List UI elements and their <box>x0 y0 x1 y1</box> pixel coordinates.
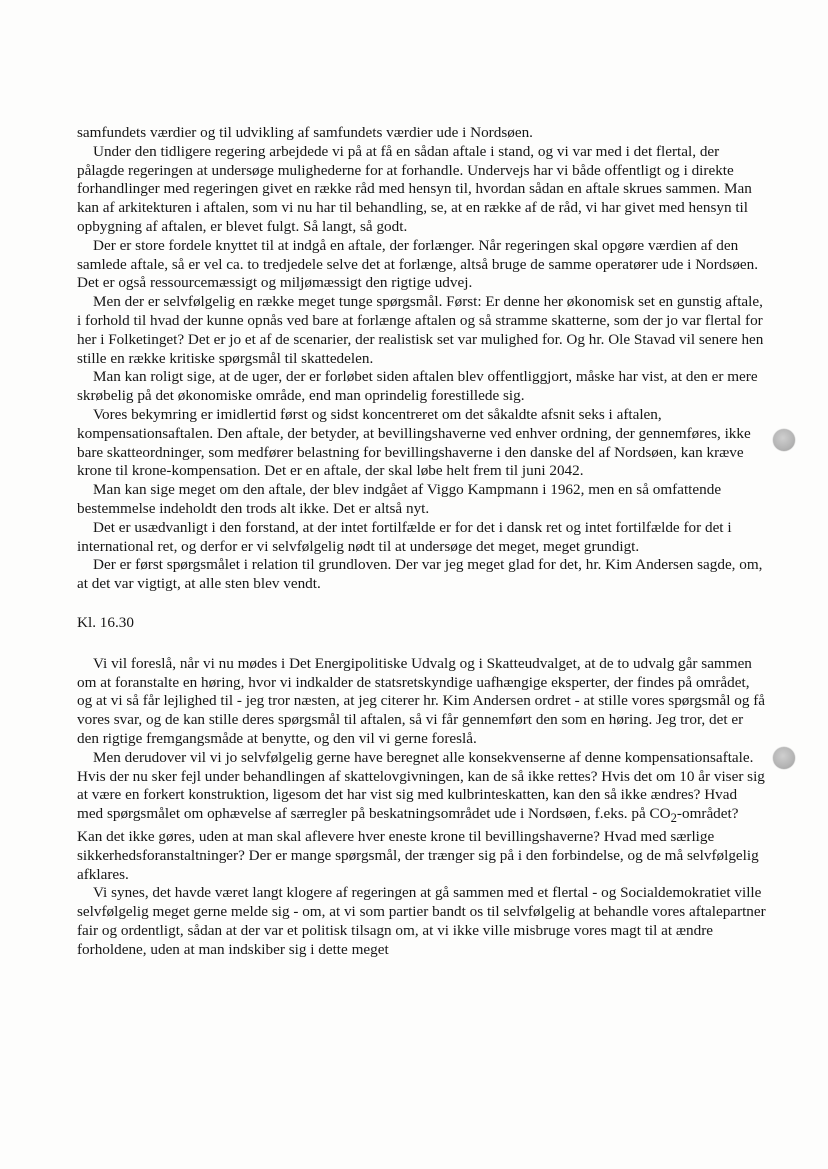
paragraph-1: samfundets værdier og til udvikling af samfundets værdier ude i Nordsøen. <box>77 124 533 141</box>
document-page <box>77 124 767 960</box>
paragraph-7: Man kan sige meget om den aftale, der blev indgået af Viggo Kampmann i 1962, men en så omfattende bestemmelse indeholdt den trods alt ikke. Det er altså nyt. <box>77 481 722 517</box>
paragraph-11-part-a: Men derudover vil vi jo selvfølgelig gerne have beregnet alle konsekvenserne af denne kompensationsaftale. Hvis der nu sker fejl under behandlingen af skattelovgivningen, kan de så ikke rettes? Hvis det om 10 år viser sig at være en forkert konstruktion, ligesom det har vist sig med kulbrinteskatten, kan den så ikke ændres? Hvad med spørgsmålet om ophævelse af særregler på beskatningsområdet ude i Nordsøen, f.eks. på CO <box>77 748 765 823</box>
paragraph-11 <box>77 749 767 885</box>
punch-hole-top <box>773 429 795 451</box>
paragraph-5: Man kan roligt sige, at de uger, der er forløbet siden aftalen blev offentliggjort, måske har vist, at den er mere skrøbelig på det økonomiske område, end man oprindelig forestillede sig. <box>77 368 758 405</box>
paragraph-2: Under den tidligere regering arbejdede vi på at få en sådan aftale i stand, og vi var med i det flertal, der pålagde regeringen at undersøge mulighederne for at forhandle. Undervejs har vi både offentligt og i direkte forhandlinger med regeringen givet en række råd med hensyn til, hvordan sådan en aftale skrues sammen. Man kan af arkitekturen i aftalen, som vi nu har til behandling, se, at en række af de råd, vi har givet med hensyn til opbygning af aftalen, er blevet fulgt. Så langt, så godt. <box>77 142 752 235</box>
paragraph-9: Der er først spørgsmålet i relation til grundloven. Der var jeg meget glad for det, hr. Kim Andersen sagde, om, at det var vigtigt, at alle sten blev vendt. <box>77 556 763 593</box>
paragraph-6: Vores bekymring er imidlertid først og sidst koncentreret om det såkaldte afsnit seks i aftalen, kompensationsaftalen. Den aftale, der betyder, at bevillingshaverne ved enhver ordning, der gennemføres, ikke bare skatteordninger, som medfører belastning for bevillingshaverne i den danske del af Nordsøen, kan kræve krone til krone-kompensation. Det er en aftale, der skal løbe helt frem til juni 2042. <box>77 405 751 480</box>
co2-subscript: 2 <box>670 811 677 826</box>
paragraph-10: Vi vil foreslå, når vi nu mødes i Det Energipolitiske Udvalg og i Skatteudvalget, at de to udvalg går sammen om at foranstalte en høring, hvor vi indkalder de statsretskyndige uafhængige eksperter, der findes på området, og at vi så får lejlighed til - jeg tror næsten, at jeg citerer hr. Kim Andersen ordret - at stille vores spørgsmål og få vores svar, og de kan stille deres spørgsmål til aftalen, så vi får gennemført den som en høring. Jeg tror, det er den rigtige fremgangsmåde at benytte, og den vil vi gerne foreslå. <box>77 654 766 747</box>
paragraph-3: Der er store fordele knyttet til at indgå en aftale, der forlænger. Når regeringen skal opgøre værdien af den samlede aftale, så er vel ca. to tredjedele selve det at forlænge, altså bruge de samme operatører ude i Nordsøen. Det er også ressourcemæssigt og miljømæssigt den rigtige udvej. <box>77 236 759 292</box>
time-label: Kl. 16.30 <box>77 613 134 631</box>
punch-hole-bottom <box>773 747 795 769</box>
paragraph-11-part-b: -området? Kan det ikke gøres, uden at man skal aflevere hver eneste krone til bevillingshaverne? Hvad med særlige sikkerhedsforanstaltninger? Der er mange spørgsmål, der trænger sig på i den forbindelse, og de må selvfølgelig afklares. <box>77 805 759 883</box>
paragraph-8: Det er usædvanligt i den forstand, at der intet fortilfælde er for det i dansk ret og intet fortilfælde for det i international ret, og derfor er vi selvfølgelig nødt til at undersøge det meget, meget grundigt. <box>77 518 732 555</box>
paragraph-4: Men der er selvfølgelig en række meget tunge spørgsmål. Først: Er denne her økonomisk set en gunstig aftale, i forhold til hvad der kunne opnås ved bare at forlænge aftalen og så stramme skatterne, som der jo var flertal for her i Folketinget? Det er jo et af de scenarier, der realistisk set var mulighed for. Og hr. Ole Stavad vil senere hen stille en række kritiske spørgsmål til skattedelen. <box>77 293 764 367</box>
paragraph-12: Vi synes, det havde været langt klogere af regeringen at gå sammen med et flertal - og Socialdemokratiet ville selvfølgelig meget gerne melde sig - om, at vi som partier bandt os til selvfølgelig at behandle vores aftalepartner fair og ordentligt, sådan at der var et politisk tilsagn om, at vi ikke ville misbruge vores magt til at ændre forholdene, uden at man indskiber sig i dette meget <box>77 884 766 958</box>
